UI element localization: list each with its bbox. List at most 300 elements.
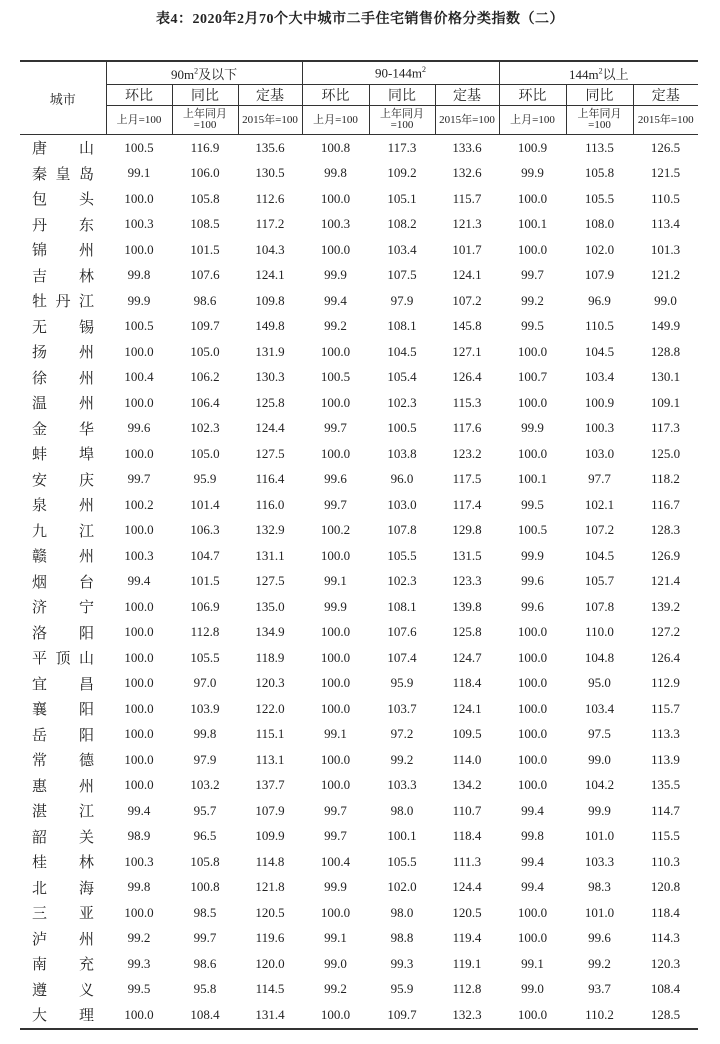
index-value-cell: 104.7 bbox=[190, 547, 220, 563]
index-value-cell: 97.0 bbox=[193, 675, 217, 691]
city-name: 包头 bbox=[32, 192, 94, 209]
city-name: 北海 bbox=[32, 880, 94, 897]
city-name: 徐州 bbox=[32, 370, 94, 387]
index-value-cell: 119.1 bbox=[452, 955, 482, 971]
index-value-cell: 100.0 bbox=[124, 522, 154, 538]
index-value-cell: 118.4 bbox=[452, 828, 482, 844]
index-value-cell: 100.0 bbox=[124, 751, 154, 767]
index-value-cell: 108.5 bbox=[190, 216, 220, 232]
index-value-cell: 100.3 bbox=[124, 853, 154, 869]
city-name: 惠州 bbox=[32, 778, 94, 795]
city-cell bbox=[20, 722, 106, 748]
table-row bbox=[20, 212, 698, 238]
index-value-cell: 110.3 bbox=[651, 853, 680, 869]
index-value-cell: 100.3 bbox=[584, 420, 615, 436]
index-value-cell: 99.7 bbox=[324, 496, 347, 512]
table-row bbox=[20, 951, 698, 977]
index-value-cell: 109.9 bbox=[255, 828, 285, 844]
index-value-cell: 103.0 bbox=[584, 445, 615, 461]
table-row bbox=[20, 416, 698, 442]
index-value-cell: 99.7 bbox=[324, 802, 347, 818]
city-cell bbox=[20, 314, 106, 340]
index-value-cell: 98.6 bbox=[193, 292, 217, 308]
city-cell bbox=[20, 237, 106, 263]
index-value-cell: 99.3 bbox=[127, 955, 151, 971]
index-value-cell: 95.9 bbox=[193, 471, 217, 487]
table-row bbox=[20, 773, 698, 799]
index-value-cell: 99.4 bbox=[324, 292, 347, 308]
index-value-cell: 99.8 bbox=[521, 828, 544, 844]
metric-header: 环比 bbox=[106, 85, 172, 106]
index-value-cell: 135.5 bbox=[650, 777, 681, 793]
index-value-cell: 99.1 bbox=[324, 930, 347, 946]
index-value-cell: 113.9 bbox=[651, 751, 680, 767]
index-value-cell: 105.0 bbox=[190, 343, 220, 359]
index-value-cell: 106.3 bbox=[190, 522, 220, 538]
index-value-cell: 114.0 bbox=[452, 751, 482, 767]
index-value-cell: 99.6 bbox=[521, 573, 544, 589]
city-cell bbox=[20, 824, 106, 850]
city-cell bbox=[20, 620, 106, 646]
index-value-cell: 96.9 bbox=[588, 292, 611, 308]
base-header: 上月=100 bbox=[106, 106, 172, 135]
index-value-cell: 99.2 bbox=[324, 981, 347, 997]
city-cell bbox=[20, 926, 106, 952]
table-row bbox=[20, 620, 698, 646]
index-value-cell: 107.8 bbox=[387, 522, 417, 538]
index-value-cell: 104.3 bbox=[255, 241, 285, 257]
index-value-cell: 100.9 bbox=[584, 394, 615, 410]
index-value-cell: 107.5 bbox=[387, 267, 417, 283]
index-value-cell: 118.9 bbox=[255, 649, 285, 665]
index-value-cell: 101.3 bbox=[650, 241, 681, 257]
city-name: 大理 bbox=[32, 1008, 94, 1025]
index-value-cell: 100.0 bbox=[517, 394, 548, 410]
table-row bbox=[20, 288, 698, 314]
table-row bbox=[20, 263, 698, 289]
city-cell bbox=[20, 288, 106, 314]
index-value-cell: 99.8 bbox=[324, 165, 347, 181]
city-name: 济宁 bbox=[32, 600, 94, 617]
index-value-cell: 96.0 bbox=[390, 471, 414, 487]
index-value-cell: 104.5 bbox=[387, 343, 417, 359]
index-value-cell: 120.5 bbox=[452, 904, 482, 920]
index-value-cell: 98.8 bbox=[390, 930, 414, 946]
index-value-cell: 100.1 bbox=[517, 216, 548, 232]
table-row bbox=[20, 824, 698, 850]
index-value-cell: 100.0 bbox=[517, 726, 548, 742]
index-value-cell: 107.9 bbox=[584, 267, 615, 283]
index-value-cell: 100.5 bbox=[320, 369, 351, 385]
index-value-cell: 110.5 bbox=[585, 318, 614, 334]
index-value-cell: 120.0 bbox=[255, 955, 285, 971]
index-value-cell: 100.0 bbox=[124, 624, 154, 640]
city-cell bbox=[20, 696, 106, 722]
city-name: 锦州 bbox=[32, 243, 94, 260]
city-cell bbox=[20, 339, 106, 365]
city-name: 丹东 bbox=[32, 217, 94, 234]
index-value-cell: 100.0 bbox=[124, 190, 154, 206]
index-value-cell: 101.5 bbox=[190, 573, 220, 589]
city-name: 泉州 bbox=[32, 498, 94, 515]
index-value-cell: 100.3 bbox=[124, 547, 154, 563]
index-value-cell: 107.4 bbox=[387, 649, 417, 665]
index-value-cell: 126.4 bbox=[650, 649, 681, 665]
index-value-cell: 98.9 bbox=[127, 828, 151, 844]
index-value-cell: 105.4 bbox=[387, 369, 417, 385]
index-value-cell: 116.4 bbox=[255, 471, 285, 487]
table-row bbox=[20, 594, 698, 620]
index-value-cell: 100.0 bbox=[320, 751, 351, 767]
city-cell bbox=[20, 1002, 106, 1029]
index-value-cell: 100.0 bbox=[499, 1002, 566, 1029]
index-value-cell: 113.1 bbox=[255, 751, 285, 767]
index-value-cell: 119.6 bbox=[255, 930, 285, 946]
city-name: 金华 bbox=[32, 421, 94, 438]
index-value-cell: 133.6 bbox=[452, 139, 482, 155]
city-name: 湛江 bbox=[32, 804, 94, 821]
city-name: 平顶山 bbox=[32, 651, 94, 668]
index-value-cell: 103.4 bbox=[584, 369, 615, 385]
index-value-cell: 149.8 bbox=[255, 318, 285, 334]
index-value-cell: 100.0 bbox=[124, 675, 154, 691]
table-row bbox=[20, 135, 698, 161]
index-value-cell: 120.3 bbox=[650, 955, 681, 971]
table-row bbox=[20, 339, 698, 365]
index-value-cell: 100.3 bbox=[320, 216, 351, 232]
index-value-cell: 106.2 bbox=[190, 369, 220, 385]
index-value-cell: 104.8 bbox=[584, 649, 615, 665]
city-name: 赣州 bbox=[32, 549, 94, 566]
index-value-cell: 100.0 bbox=[302, 1002, 369, 1029]
city-name: 扬州 bbox=[32, 345, 94, 362]
index-value-cell: 101.4 bbox=[190, 496, 220, 512]
city-name: 遵义 bbox=[32, 982, 94, 999]
index-value-cell: 127.2 bbox=[650, 624, 681, 640]
index-value-cell: 108.0 bbox=[584, 216, 615, 232]
index-value-cell: 110.7 bbox=[452, 802, 482, 818]
index-value-cell: 107.2 bbox=[584, 522, 615, 538]
index-value-cell: 99.6 bbox=[324, 471, 347, 487]
index-value-cell: 112.9 bbox=[651, 675, 680, 691]
index-value-cell: 97.9 bbox=[193, 751, 217, 767]
index-value-cell: 102.0 bbox=[584, 241, 615, 257]
index-value-cell: 99.8 bbox=[127, 879, 151, 895]
index-value-cell: 99.1 bbox=[521, 955, 544, 971]
index-value-cell: 109.5 bbox=[452, 726, 482, 742]
index-value-cell: 113.3 bbox=[651, 726, 680, 742]
index-value-cell: 117.2 bbox=[255, 216, 285, 232]
index-value-cell: 106.9 bbox=[190, 598, 220, 614]
city-cell bbox=[20, 773, 106, 799]
index-value-cell: 99.7 bbox=[127, 471, 151, 487]
index-value-cell: 105.5 bbox=[190, 649, 220, 665]
city-name: 安庆 bbox=[32, 472, 94, 489]
table-row bbox=[20, 722, 698, 748]
city-cell bbox=[20, 594, 106, 620]
index-value-cell: 101.0 bbox=[584, 904, 615, 920]
index-value-cell: 101.7 bbox=[452, 241, 482, 257]
index-value-cell: 108.4 bbox=[172, 1002, 238, 1029]
index-value-cell: 95.9 bbox=[390, 675, 414, 691]
index-value-cell: 130.5 bbox=[255, 165, 285, 181]
index-value-cell: 108.1 bbox=[387, 598, 417, 614]
index-value-cell: 100.8 bbox=[190, 879, 220, 895]
index-value-cell: 99.5 bbox=[521, 318, 544, 334]
table-row bbox=[20, 390, 698, 416]
index-value-cell: 131.1 bbox=[255, 547, 285, 563]
index-value-cell: 100.2 bbox=[320, 522, 351, 538]
index-value-cell: 99.7 bbox=[521, 267, 544, 283]
base-header: 2015年=100 bbox=[633, 106, 698, 135]
index-value-cell: 125.8 bbox=[255, 394, 285, 410]
index-value-cell: 99.8 bbox=[127, 267, 151, 283]
table-row bbox=[20, 441, 698, 467]
index-value-cell: 108.4 bbox=[650, 981, 681, 997]
index-value-cell: 124.7 bbox=[452, 649, 482, 665]
index-value-cell: 99.7 bbox=[324, 828, 347, 844]
page-title: 表4：2020年2月70个大中城市二手住宅销售价格分类指数（二） bbox=[156, 12, 564, 27]
city-cell bbox=[20, 900, 106, 926]
city-cell bbox=[20, 875, 106, 901]
index-value-cell: 127.5 bbox=[255, 445, 285, 461]
index-value-cell: 100.0 bbox=[124, 904, 154, 920]
index-value-cell: 104.5 bbox=[584, 547, 615, 563]
table-row bbox=[20, 543, 698, 569]
group-header-large: $144m^2$以上 bbox=[499, 61, 698, 85]
index-value-cell: 100.2 bbox=[124, 496, 154, 512]
index-value-cell: 109.7 bbox=[369, 1002, 435, 1029]
index-value-cell: 100.0 bbox=[517, 190, 548, 206]
metric-header: 定基 bbox=[633, 85, 698, 106]
table-row bbox=[20, 314, 698, 340]
city-cell bbox=[20, 390, 106, 416]
city-name: 洛阳 bbox=[32, 625, 94, 642]
index-value-cell: 95.0 bbox=[588, 675, 611, 691]
index-value-cell: 100.1 bbox=[517, 471, 548, 487]
index-value-cell: 98.6 bbox=[193, 955, 217, 971]
table-row bbox=[20, 875, 698, 901]
metric-header: 同比 bbox=[566, 85, 633, 106]
index-value-cell: 95.7 bbox=[193, 802, 217, 818]
index-value-cell: 118.4 bbox=[651, 904, 680, 920]
index-value-cell: 100.0 bbox=[517, 777, 548, 793]
index-value-cell: 99.2 bbox=[324, 318, 347, 334]
index-value-cell: 120.5 bbox=[255, 904, 285, 920]
index-value-cell: 129.8 bbox=[452, 522, 482, 538]
index-value-cell: 124.1 bbox=[255, 267, 285, 283]
index-value-cell: 100.8 bbox=[320, 139, 351, 155]
city-cell bbox=[20, 186, 106, 212]
index-value-cell: 110.5 bbox=[651, 190, 680, 206]
index-value-cell: 100.0 bbox=[517, 343, 548, 359]
index-value-cell: 100.0 bbox=[320, 649, 351, 665]
base-header: 2015年=100 bbox=[238, 106, 302, 135]
index-value-cell: 98.0 bbox=[390, 904, 414, 920]
index-value-cell: 107.6 bbox=[190, 267, 220, 283]
index-value-cell: 110.0 bbox=[585, 624, 614, 640]
index-value-cell: 100.0 bbox=[517, 751, 548, 767]
index-value-cell: 99.5 bbox=[127, 981, 151, 997]
index-value-cell: 105.7 bbox=[584, 573, 615, 589]
index-value-cell: 100.0 bbox=[517, 904, 548, 920]
index-value-cell: 93.7 bbox=[588, 981, 611, 997]
city-cell bbox=[20, 135, 106, 161]
index-value-cell: 120.8 bbox=[650, 879, 681, 895]
index-value-cell: 99.9 bbox=[521, 420, 544, 436]
city-cell bbox=[20, 365, 106, 391]
base-header: 上月=100 bbox=[302, 106, 369, 135]
index-value-cell: 100.0 bbox=[517, 241, 548, 257]
index-value-cell: 99.4 bbox=[127, 573, 151, 589]
index-value-cell: 99.4 bbox=[521, 802, 544, 818]
index-value-cell: 132.6 bbox=[452, 165, 482, 181]
index-value-cell: 128.5 bbox=[633, 1002, 698, 1029]
index-value-cell: 103.3 bbox=[387, 777, 417, 793]
index-value-cell: 121.3 bbox=[452, 216, 482, 232]
city-cell bbox=[20, 161, 106, 187]
index-value-cell: 127.1 bbox=[452, 343, 482, 359]
table-row bbox=[20, 798, 698, 824]
index-value-cell: 126.5 bbox=[650, 139, 681, 155]
index-value-cell: 100.0 bbox=[320, 904, 351, 920]
index-value-cell: 100.0 bbox=[124, 445, 154, 461]
index-value-cell: 121.5 bbox=[650, 165, 681, 181]
index-value-cell: 102.1 bbox=[584, 496, 615, 512]
city-cell bbox=[20, 518, 106, 544]
index-value-cell: 100.0 bbox=[320, 343, 351, 359]
table-row bbox=[20, 671, 698, 697]
metric-header: 环比 bbox=[302, 85, 369, 106]
index-value-cell: 99.7 bbox=[193, 930, 217, 946]
index-value-cell: 117.3 bbox=[651, 420, 680, 436]
metric-header: 定基 bbox=[238, 85, 302, 106]
index-value-cell: 99.3 bbox=[390, 955, 414, 971]
index-value-cell: 100.4 bbox=[320, 853, 351, 869]
table-header bbox=[20, 61, 698, 135]
table-row bbox=[20, 186, 698, 212]
table-row bbox=[20, 161, 698, 187]
index-value-cell: 115.5 bbox=[651, 828, 680, 844]
index-value-cell: 120.3 bbox=[255, 675, 285, 691]
metric-header: 定基 bbox=[435, 85, 499, 106]
city-name: 唐山 bbox=[32, 141, 94, 158]
index-value-cell: 95.8 bbox=[193, 981, 217, 997]
index-value-cell: 134.2 bbox=[452, 777, 482, 793]
index-value-cell: 99.2 bbox=[521, 292, 544, 308]
index-value-cell: 97.9 bbox=[390, 292, 414, 308]
index-value-cell: 109.8 bbox=[255, 292, 285, 308]
index-value-cell: 103.7 bbox=[387, 700, 417, 716]
index-value-cell: 100.0 bbox=[320, 624, 351, 640]
index-value-cell: 107.8 bbox=[584, 598, 615, 614]
index-value-cell: 99.4 bbox=[521, 853, 544, 869]
index-value-cell: 101.0 bbox=[584, 828, 615, 844]
index-value-cell: 103.4 bbox=[387, 241, 417, 257]
group-header-medium: $90-144m^2$ bbox=[302, 61, 499, 85]
index-value-cell: 99.2 bbox=[127, 930, 151, 946]
index-value-cell: 115.3 bbox=[452, 394, 482, 410]
index-value-cell: 100.0 bbox=[320, 445, 351, 461]
table-body bbox=[20, 135, 698, 1029]
index-value-cell: 110.2 bbox=[566, 1002, 633, 1029]
city-cell bbox=[20, 467, 106, 493]
index-value-cell: 106.4 bbox=[190, 394, 220, 410]
city-name: 襄阳 bbox=[32, 702, 94, 719]
index-value-cell: 99.6 bbox=[127, 420, 151, 436]
base-header: 2015年=100 bbox=[435, 106, 499, 135]
city-name: 吉林 bbox=[32, 268, 94, 285]
city-name: 无锡 bbox=[32, 319, 94, 336]
city-cell bbox=[20, 849, 106, 875]
index-value-cell: 113.4 bbox=[651, 216, 680, 232]
index-value-cell: 100.0 bbox=[517, 930, 548, 946]
index-value-cell: 96.5 bbox=[193, 828, 217, 844]
index-value-cell: 100.3 bbox=[124, 216, 154, 232]
index-value-cell: 100.0 bbox=[106, 1002, 172, 1029]
index-value-cell: 98.5 bbox=[193, 904, 217, 920]
city-cell bbox=[20, 263, 106, 289]
index-value-cell: 100.5 bbox=[124, 318, 154, 334]
index-value-cell: 130.1 bbox=[650, 369, 681, 385]
city-cell bbox=[20, 645, 106, 671]
index-value-cell: 100.5 bbox=[124, 139, 154, 155]
index-value-cell: 124.1 bbox=[452, 267, 482, 283]
index-value-cell: 99.9 bbox=[324, 879, 347, 895]
metric-header: 环比 bbox=[499, 85, 566, 106]
table-row bbox=[20, 569, 698, 595]
index-value-cell: 104.5 bbox=[584, 343, 615, 359]
index-value-cell: 99.0 bbox=[324, 955, 347, 971]
index-value-cell: 99.4 bbox=[127, 802, 151, 818]
index-value-cell: 99.9 bbox=[127, 292, 151, 308]
index-value-cell: 100.0 bbox=[124, 394, 154, 410]
metric-header: 同比 bbox=[369, 85, 435, 106]
index-value-cell: 121.2 bbox=[650, 267, 681, 283]
index-value-cell: 100.1 bbox=[387, 828, 417, 844]
table-row bbox=[20, 696, 698, 722]
index-value-cell: 99.1 bbox=[324, 573, 347, 589]
index-value-cell: 100.0 bbox=[320, 190, 351, 206]
city-name: 三亚 bbox=[32, 906, 94, 923]
index-value-cell: 100.5 bbox=[517, 522, 548, 538]
city-name: 秦皇岛 bbox=[32, 166, 94, 183]
index-value-cell: 100.0 bbox=[320, 547, 351, 563]
index-value-cell: 111.3 bbox=[452, 853, 482, 869]
index-value-cell: 100.5 bbox=[387, 420, 417, 436]
index-value-cell: 99.9 bbox=[588, 802, 611, 818]
index-value-cell: 103.2 bbox=[190, 777, 220, 793]
index-value-cell: 107.6 bbox=[387, 624, 417, 640]
city-name: 泸州 bbox=[32, 931, 94, 948]
index-value-cell: 115.7 bbox=[651, 700, 680, 716]
city-name: 桂林 bbox=[32, 855, 94, 872]
table-row bbox=[20, 977, 698, 1003]
index-value-cell: 115.1 bbox=[255, 726, 285, 742]
index-value-cell: 123.3 bbox=[452, 573, 482, 589]
city-cell bbox=[20, 977, 106, 1003]
index-value-cell: 135.0 bbox=[255, 598, 285, 614]
index-value-cell: 118.4 bbox=[452, 675, 482, 691]
index-value-cell: 149.9 bbox=[650, 318, 681, 334]
index-value-cell: 99.4 bbox=[521, 879, 544, 895]
index-value-cell: 119.4 bbox=[452, 930, 482, 946]
index-value-cell: 116.0 bbox=[255, 496, 285, 512]
index-value-cell: 99.6 bbox=[588, 930, 611, 946]
index-value-cell: 112.6 bbox=[255, 190, 285, 206]
index-value-cell: 99.6 bbox=[521, 598, 544, 614]
index-value-cell: 100.0 bbox=[320, 700, 351, 716]
